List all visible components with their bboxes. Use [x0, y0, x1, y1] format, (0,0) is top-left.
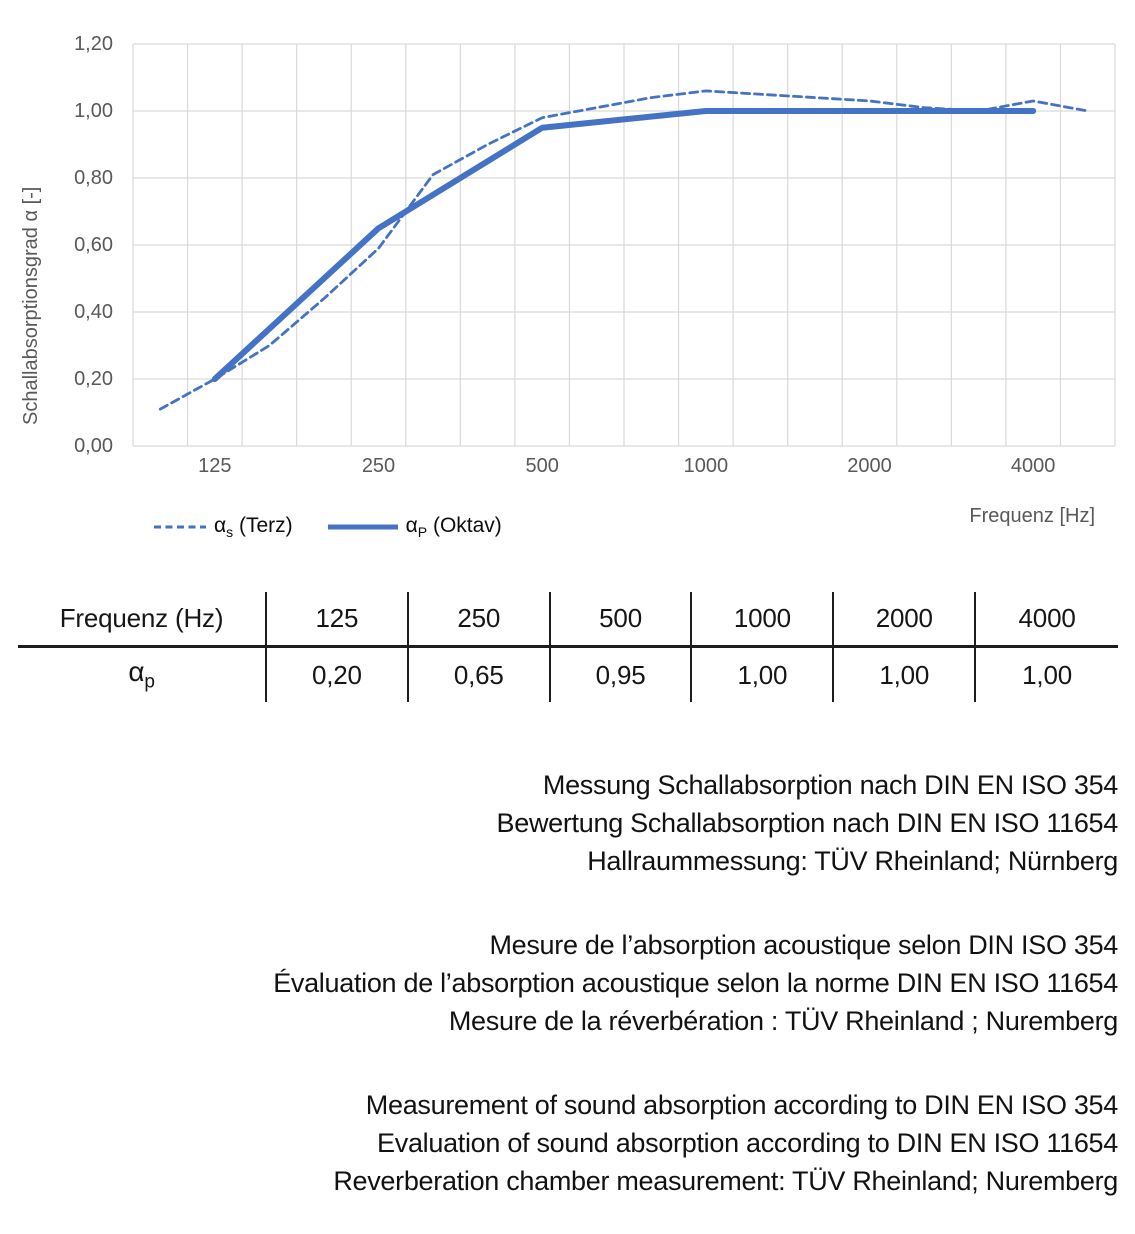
solid-line-sample	[327, 523, 399, 531]
x-tick-label: 2000	[847, 455, 892, 477]
table-header-frequency: Frequenz (Hz)	[18, 592, 267, 648]
table-header-4000: 4000	[976, 592, 1118, 648]
table-value-2000: 1,00	[834, 648, 976, 702]
y-tick-label: 1,20	[74, 33, 113, 55]
note-line: Bewertung Schallabsorption nach DIN EN ISO 11654	[496, 808, 1118, 838]
table-header-250: 250	[409, 592, 551, 648]
table-value-4000: 1,00	[1022, 659, 1072, 690]
y-tick-label: 1,00	[74, 100, 113, 122]
note-line: Measurement of sound absorption according to DIN EN ISO 354	[365, 1090, 1118, 1120]
x-tick-label: 500	[525, 455, 559, 477]
alpha-p-table	[18, 592, 1118, 702]
note-line: Reverberation chamber measurement: TÜV Rheinland; Nuremberg	[333, 1166, 1118, 1196]
table-header-2000: 2000	[834, 592, 976, 648]
x-axis-title: Frequenz [Hz]	[969, 505, 1095, 527]
table-value-1000: 1,00	[692, 648, 834, 702]
table-header-125: 125	[267, 592, 409, 648]
y-tick-label: 0,40	[74, 301, 113, 323]
note-line: Evaluation of sound absorption according to DIN EN ISO 11654	[377, 1128, 1118, 1158]
x-tick-label: 250	[361, 455, 396, 477]
notes-english	[333, 1086, 1118, 1200]
note-line: Hallraummessung: TÜV Rheinland; Nürnberg	[587, 846, 1118, 876]
notes-french	[273, 926, 1118, 1040]
x-tick-label: 1000	[683, 455, 729, 477]
y-axis-title: Schallabsorptionsgrad α [-]	[20, 186, 42, 425]
y-tick-label: 0,60	[74, 234, 113, 256]
y-tick-label: 0,00	[74, 435, 113, 457]
note-line: Mesure de la réverbération : TÜV Rheinland ; Nuremberg	[448, 1006, 1118, 1036]
table-header-500: 500	[551, 592, 693, 648]
x-tick-label: 125	[198, 455, 232, 477]
x-tick-label: 4000	[1010, 455, 1056, 477]
notes-german	[497, 766, 1118, 880]
note-line: Évaluation de l’absorption acoustique selon la norme DIN EN ISO 11654	[273, 968, 1118, 998]
legend-label-oktav: $\alpha_P$ (Oktav)	[405, 514, 502, 541]
y-tick-label: 0,20	[74, 368, 113, 390]
y-tick-label: 0,80	[74, 167, 113, 189]
legend-label-terz: $\alpha_s$ (Terz)	[214, 514, 293, 541]
note-line: Messung Schallabsorption nach DIN EN ISO 354	[542, 770, 1118, 800]
table-value-125: 0,20	[267, 648, 409, 702]
table-value-500: 0,95	[551, 648, 693, 702]
table-row-label-alpha-p: $\alpha_p$	[18, 648, 267, 702]
absorption-line-chart	[0, 0, 1135, 560]
table-value-250: 0,65	[409, 648, 551, 702]
chart-legend	[153, 514, 502, 540]
table-header-1000: 1000	[692, 592, 834, 648]
note-line: Mesure de l’absorption acoustique selon DIN ISO 354	[489, 930, 1118, 960]
dashed-line-sample	[153, 523, 207, 531]
